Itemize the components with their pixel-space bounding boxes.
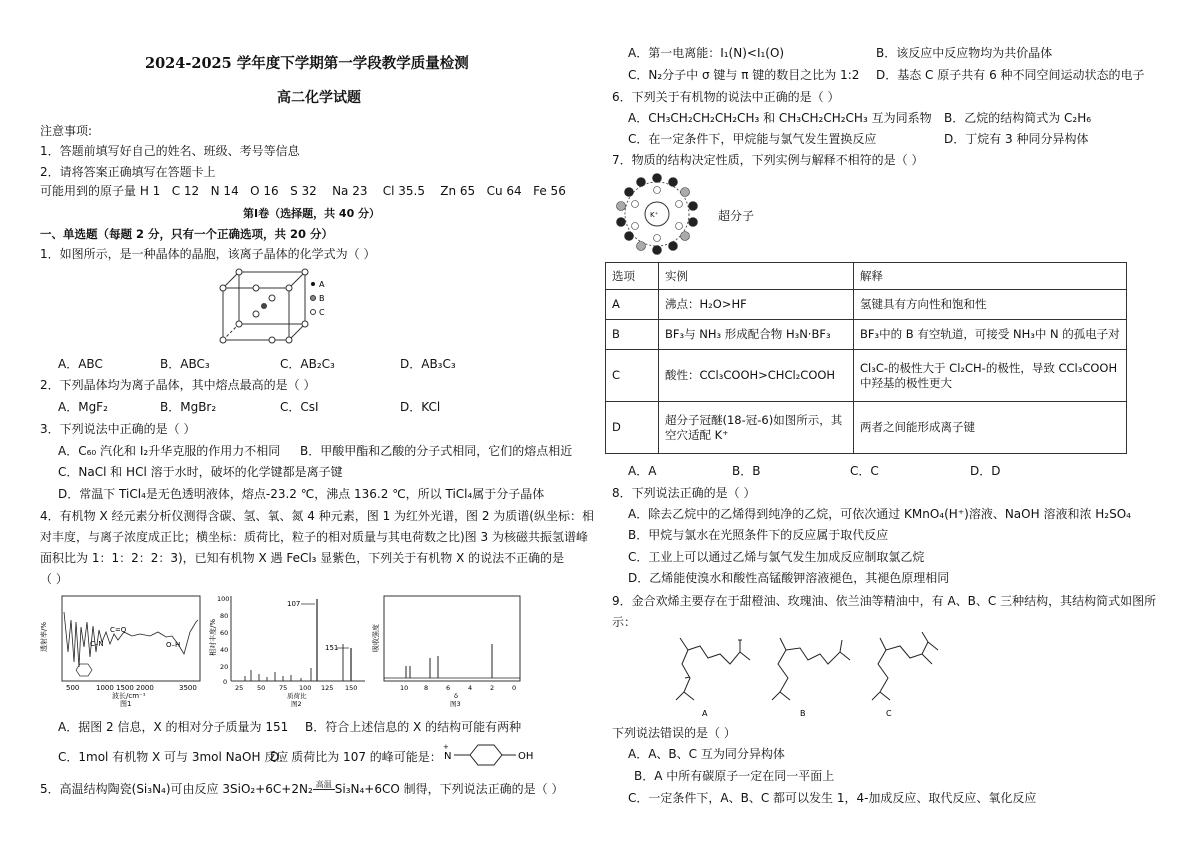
mass-spectrum-figure xyxy=(205,592,370,707)
q8-option-d[interactable]: D．乙烯能使溴水和酸性高锰酸钾溶液褪色，其褪色原理相同 xyxy=(628,571,950,585)
q8-option-a[interactable]: A．除去乙烷中的乙烯得到纯净的乙烷，可依次通过 KMnO₄(H⁺)溶液、NaOH 溶液和浓 H₂SO₄ xyxy=(628,507,1131,521)
q4-option-c[interactable]: C．1mol 有机物 X 可与 3mol NaOH 反应 xyxy=(58,750,289,764)
ms-xtick-100: 100 xyxy=(299,684,312,692)
q9-stem-2: 示： xyxy=(612,615,637,629)
q3-option-b[interactable]: B．甲酸甲酯和乙酸的分子式相同，它们的熔点相近 xyxy=(300,444,573,458)
ir-caption: 图1 xyxy=(120,700,132,707)
q7-option-a[interactable]: A．A xyxy=(628,464,657,478)
q4-stem-2: 对丰度，与离子浓度成正比；横坐标：质荷比，粒子的相对质量与其电荷数之比)图 3 为核磁共振氢谱峰 xyxy=(40,530,588,544)
q7-row-a-key: A xyxy=(606,290,659,320)
q1-option-c[interactable]: C．AB₂C₃ xyxy=(280,357,335,371)
q7-row-d-explain: 两者之间能形成离子键 xyxy=(854,402,1127,454)
q2-option-c[interactable]: C．CsI xyxy=(280,400,319,414)
ms-ytick-60: 60 xyxy=(220,629,229,637)
nmr-caption: 图3 xyxy=(450,700,461,707)
q9-option-a[interactable]: A．A、B、C 互为同分异构体 xyxy=(628,747,785,761)
nmr-xtick-0: 0 xyxy=(512,684,517,692)
ir-ylabel: 透射率/% xyxy=(40,621,48,652)
svg-text:N: N xyxy=(444,751,452,762)
ms-xtick-125: 125 xyxy=(321,684,334,692)
ir-tick-1000: 1000 xyxy=(96,684,114,692)
q9-option-c[interactable]: C．一定条件下，A、B、C 都可以发生 1，4-加成反应、取代反应、氧化反应 xyxy=(628,791,1037,805)
ir-tick-1500: 1500 xyxy=(116,684,134,692)
q7-row-c-key: C xyxy=(606,350,659,402)
ms-ytick-20: 20 xyxy=(220,663,229,671)
q7-row-c-example: 酸性：CCl₃COOH>CHCl₂COOH xyxy=(659,350,854,402)
q7-header-option: 选项 xyxy=(606,263,659,290)
q2-stem: 2．下列晶体均为离子晶体，其中熔点最高的是（ ） xyxy=(40,378,316,392)
nmr-xtick-8: 8 xyxy=(424,684,429,692)
q1-option-d[interactable]: D．AB₃C₃ xyxy=(400,357,456,371)
ms-ytick-40: 40 xyxy=(220,646,229,654)
q6-stem: 6．下列关于有机物的说法中正确的是（ ） xyxy=(612,90,840,104)
ir-label-co: C=O xyxy=(110,626,127,634)
q5-option-b[interactable]: B．该反应中反应物均为共价晶体 xyxy=(876,46,1053,60)
ir-tick-3500: 3500 xyxy=(179,684,197,692)
ir-tick-500: 500 xyxy=(66,684,80,692)
part-heading: 一、单选题（每题 2 分，只有一个正确选项，共 20 分） xyxy=(40,227,334,241)
q9-option-b[interactable]: B．A 中所有碳原子一定在同一平面上 xyxy=(634,769,835,783)
ms-peak-151: 151 xyxy=(325,644,339,652)
nmr-xtick-2: 2 xyxy=(490,684,495,692)
q7-header-explain: 解释 xyxy=(854,263,1127,290)
struct-label-c: C xyxy=(886,709,892,718)
potassium-ion-label: K⁺ xyxy=(650,211,659,219)
q7-option-c[interactable]: C．C xyxy=(850,464,879,478)
q5-condition-text: 高温 xyxy=(315,780,332,789)
q4-option-a[interactable]: A．据图 2 信息，X 的相对分子质量为 151 xyxy=(58,720,289,734)
legend-c: C xyxy=(319,308,325,317)
legend-a: A xyxy=(319,280,325,289)
q4-stem-4: （ ） xyxy=(40,572,68,586)
legend-b: B xyxy=(319,294,325,303)
q4-stem-1: 4．有机物 X 经元素分析仪测得含碳、氢、氧、氮 4 种元素，图 1 为红外光谱，图 2 为质谱(纵坐标：相 xyxy=(40,509,594,523)
nmr-xtick-10: 10 xyxy=(400,684,409,692)
exam-title: 2024-2025 学年度下学期第一学段教学质量检测 xyxy=(145,55,469,72)
nmr-ylabel: 吸收强度 xyxy=(372,624,380,652)
q5-option-a[interactable]: A．第一电离能：I₁(N)<I₁(O) xyxy=(628,46,785,60)
atomic-masses: 可能用到的原子量 H 1 C 12 N 14 O 16 S 32 Na 23 Cl 35.5 Zn 65 Cu 64 Fe 56 xyxy=(40,184,566,198)
nmr-spectrum-figure xyxy=(370,592,530,707)
struct-label-b: B xyxy=(800,709,806,718)
q6-option-d[interactable]: D．丁烷有 3 种同分异构体 xyxy=(944,132,1089,146)
legend-a-dot xyxy=(311,282,315,286)
q8-option-c[interactable]: C．工业上可以通过乙烯与氯气发生加成反应制取氯乙烷 xyxy=(628,550,925,564)
q4-structure-figure xyxy=(440,741,560,769)
q1-stem: 1．如图所示，是一种晶体的晶胞，该离子晶体的化学式为（ ） xyxy=(40,247,376,261)
q1-option-b[interactable]: B．ABC₃ xyxy=(160,357,210,371)
svg-text:+: + xyxy=(443,743,449,751)
notes-item-1: 1．答题前填写好自己的姓名、班级、考号等信息 xyxy=(40,144,300,158)
q7-row-b-key: B xyxy=(606,320,659,350)
q4-option-d[interactable]: D．质荷比为 107 的峰可能是： xyxy=(270,750,442,764)
q7-row-b-example: BF₃与 NH₃ 形成配合物 H₃N·BF₃ xyxy=(659,320,854,350)
q3-stem: 3．下列说法中正确的是（ ） xyxy=(40,422,196,436)
ms-xtick-75: 75 xyxy=(279,684,288,692)
ms-peak-107: 107 xyxy=(287,600,301,608)
exam-subtitle: 高二化学试题 xyxy=(277,90,361,106)
q4-option-b[interactable]: B．符合上述信息的 X 的结构可能有两种 xyxy=(305,720,522,734)
q5-stem-part1: 5．高温结构陶瓷(Si₃N₄)可由反应 3SiO₂+6C+2N₂ xyxy=(40,782,313,796)
ms-ytick-100: 100 xyxy=(217,595,230,603)
q5-stem xyxy=(40,778,563,796)
ir-xlabel: 波长/cm⁻¹ xyxy=(112,692,146,700)
ms-xlabel: 质荷比 xyxy=(287,692,307,700)
ms-ylabel: 相对丰度/% xyxy=(209,618,217,656)
q1-option-a[interactable]: A．ABC xyxy=(58,357,103,371)
q3-option-c[interactable]: C．NaCl 和 HCl 溶于水时，破坏的化学键都是离子键 xyxy=(58,465,343,479)
ir-label-oh: O–H xyxy=(166,641,181,649)
q3-option-a[interactable]: A．C₆₀ 汽化和 I₂升华克服的作用力不相同 xyxy=(58,444,281,458)
nmr-xtick-4: 4 xyxy=(468,684,473,692)
q5-stem-part2: Si₃N₄+6CO 制得，下列说法正确的是（ ） xyxy=(334,782,564,796)
q7-row-c-explain: Cl₃C-的极性大于 Cl₂CH-的极性，导致 CCl₃COOH 中羟基的极性更大 xyxy=(854,350,1127,402)
ms-caption: 图2 xyxy=(291,700,302,707)
benzene-ring-icon xyxy=(76,664,92,676)
q7-row-a-example: 沸点：H₂O>HF xyxy=(659,290,854,320)
q2-option-d[interactable]: D．KCl xyxy=(400,400,441,414)
q9-stem-1: 9．金合欢烯主要存在于甜橙油、玫瑰油、依兰油等精油中，有 A、B、C 三种结构，其结构简式如图所 xyxy=(612,594,1157,608)
q7-row-d-key: D xyxy=(606,402,659,454)
ir-tick-2000: 2000 xyxy=(136,684,154,692)
ms-xtick-50: 50 xyxy=(257,684,266,692)
crown-ether-figure xyxy=(607,170,707,260)
supramolecule-label: 超分子 xyxy=(718,209,755,223)
ms-ytick-0: 0 xyxy=(223,678,228,686)
q7-header-example: 实例 xyxy=(659,263,854,290)
q6-option-b[interactable]: B．乙烷的结构简式为 C₂H₆ xyxy=(944,111,1092,125)
q7-table xyxy=(605,262,1127,454)
notes-item-2: 2．请将答案正确填写在答题卡上 xyxy=(40,165,216,179)
q7-row-b-explain: BF₃中的 B 有空轨道，可接受 NH₃中 N 的孤电子对 xyxy=(854,320,1127,350)
nmr-xlabel: δ xyxy=(454,692,458,700)
ir-spectrum-figure xyxy=(40,592,205,707)
struct-label-a: A xyxy=(702,709,708,718)
q4-stem-3: 面积比为 1：1：2：2：3)，已知有机物 X 遇 FeCl₃ 显紫色，下列关于有机物 X 的说法不正确的是 xyxy=(40,551,565,565)
volume-heading: 第Ⅰ卷（选择题，共 40 分） xyxy=(243,207,381,220)
q7-row-a-explain: 氢键具有方向性和饱和性 xyxy=(854,290,1127,320)
ms-xtick-25: 25 xyxy=(235,684,244,692)
q7-row-d-example: 超分子冠醚(18-冠-6)如图所示，其空穴适配 K⁺ xyxy=(659,402,854,454)
q4-oh-label: OH xyxy=(518,751,534,762)
ms-xtick-150: 150 xyxy=(345,684,358,692)
q2-option-a[interactable]: A．MgF₂ xyxy=(58,400,108,414)
q5-option-c[interactable]: C．N₂分子中 σ 键与 π 键的数目之比为 1:2 xyxy=(628,68,860,82)
q7-stem: 7．物质的结构决定性质，下列实例与解释不相符的是（ ） xyxy=(612,153,924,167)
q8-option-b[interactable]: B．甲烷与氯水在光照条件下的反应属于取代反应 xyxy=(628,528,889,542)
q8-stem: 8．下列说法正确的是（ ） xyxy=(612,486,756,500)
ir-label-cn: C–N xyxy=(90,640,104,648)
q5-condition xyxy=(313,778,335,792)
farnesene-structures xyxy=(660,630,960,720)
q9-substem: 下列说法错误的是（ ） xyxy=(612,726,736,740)
q6-option-a[interactable]: A．CH₃CH₂CH₂CH₂CH₃ 和 CH₃CH₂CH₂CH₃ 互为同系物 xyxy=(628,111,932,125)
ms-ytick-80: 80 xyxy=(220,612,229,620)
q7-option-b[interactable]: B．B xyxy=(732,464,761,478)
nmr-xtick-6: 6 xyxy=(446,684,451,692)
q2-option-b[interactable]: B．MgBr₂ xyxy=(160,400,217,414)
q5-option-d[interactable]: D．基态 C 原子共有 6 种不同空间运动状态的电子 xyxy=(876,68,1145,82)
q7-option-d[interactable]: D．D xyxy=(970,464,1001,478)
crystal-cell-figure xyxy=(215,266,335,346)
q6-option-c[interactable]: C．在一定条件下，甲烷能与氯气发生置换反应 xyxy=(628,132,877,146)
notes-heading: 注意事项: xyxy=(40,124,93,138)
q3-option-d[interactable]: D．常温下 TiCl₄是无色透明液体，熔点-23.2 ℃，沸点 136.2 ℃，所以 TiCl₄属于分子晶体 xyxy=(58,487,545,501)
